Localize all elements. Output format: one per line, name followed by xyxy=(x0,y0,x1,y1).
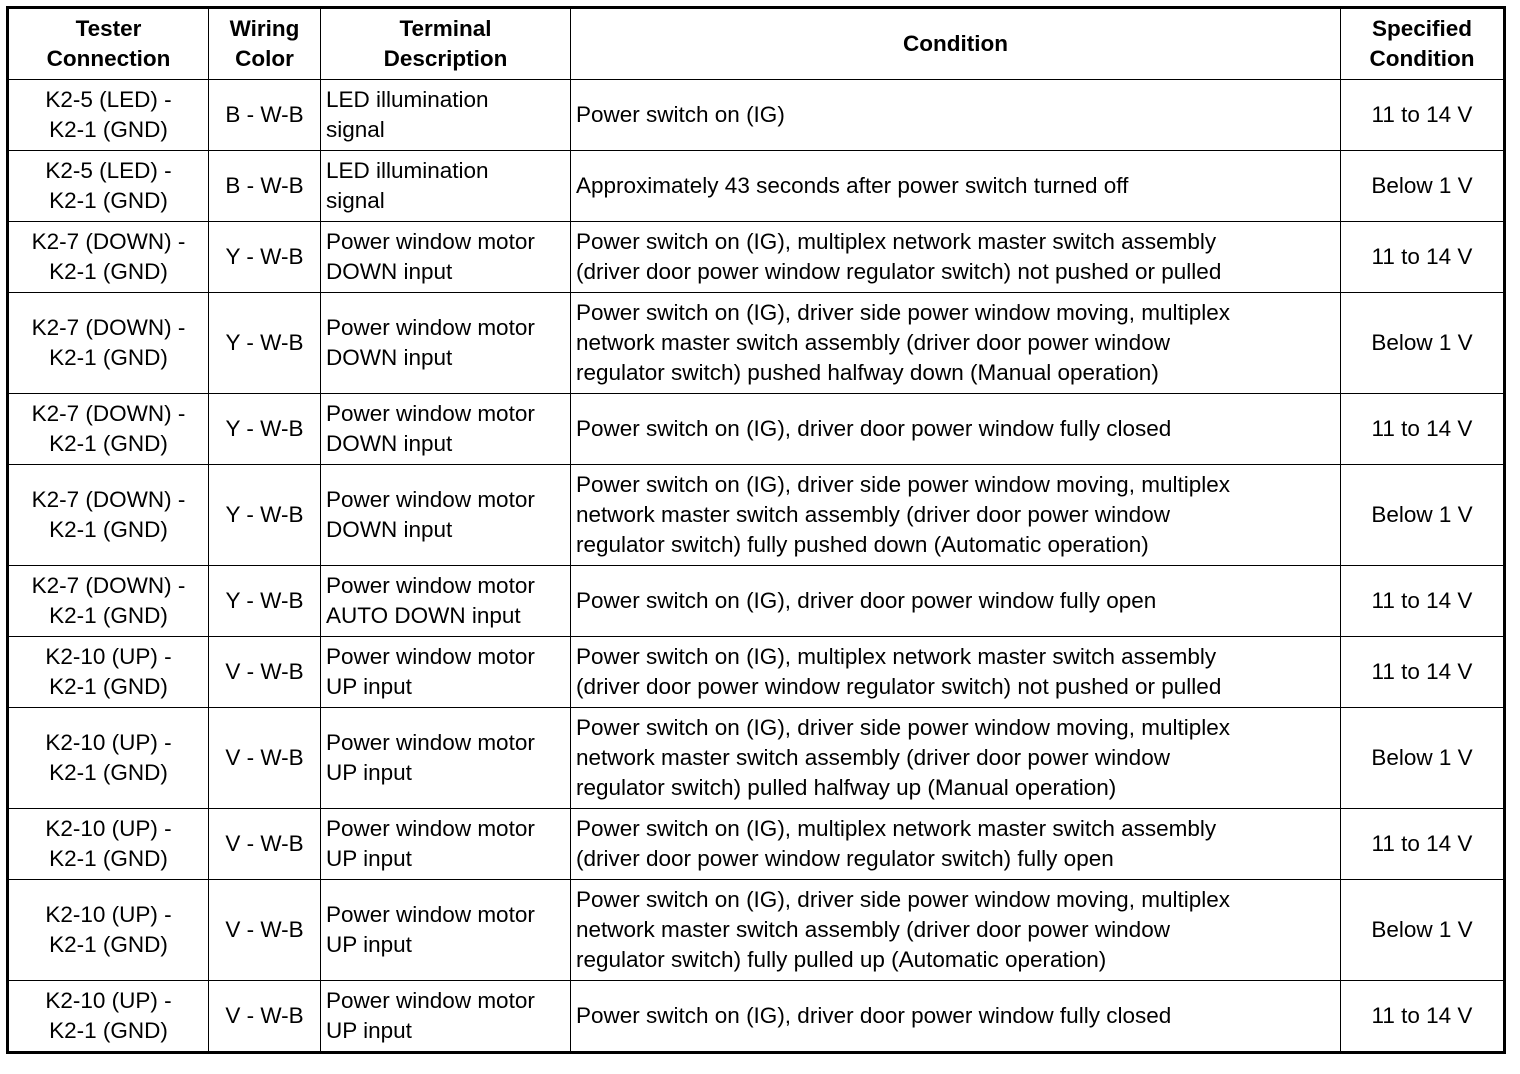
terminal-description-cell-line: UP input xyxy=(326,846,412,871)
wiring-color-cell: Y - W-B xyxy=(209,293,321,394)
tester-connection-cell-line: K2-1 (GND) xyxy=(49,603,168,628)
wiring-color-cell: V - W-B xyxy=(209,981,321,1053)
wiring-color-cell: V - W-B xyxy=(209,809,321,880)
terminal-description-cell-line: Power window motor xyxy=(326,988,535,1013)
condition-cell-line: regulator switch) pushed halfway down (Manual operation) xyxy=(576,360,1159,385)
specified-condition-cell: Below 1 V xyxy=(1341,880,1505,981)
condition-cell-line: (driver door power window regulator switch) not pushed or pulled xyxy=(576,259,1222,284)
header-condition: Condition xyxy=(571,8,1341,80)
specified-condition-cell: 11 to 14 V xyxy=(1341,394,1505,465)
tester-connection-cell-line: K2-1 (GND) xyxy=(49,760,168,785)
terminal-description-cell xyxy=(321,293,571,394)
condition-cell-line: Power switch on (IG), multiplex network master switch assembly xyxy=(576,229,1217,254)
tester-connection-cell-line: K2-10 (UP) - xyxy=(45,902,172,927)
condition-cell xyxy=(571,566,1341,637)
condition-cell-line: network master switch assembly (driver door power window xyxy=(576,917,1170,942)
tester-connection-cell-line: K2-1 (GND) xyxy=(49,1018,168,1043)
condition-cell-line: Power switch on (IG), driver side power window moving, multiplex xyxy=(576,472,1230,497)
condition-cell xyxy=(571,293,1341,394)
terminal-description-cell-line: UP input xyxy=(326,1018,412,1043)
table-row xyxy=(8,708,1505,809)
specified-condition-cell: Below 1 V xyxy=(1341,293,1505,394)
condition-cell xyxy=(571,222,1341,293)
tester-connection-cell-line: K2-10 (UP) - xyxy=(45,816,172,841)
wiring-color-cell: B - W-B xyxy=(209,80,321,151)
tester-connection-cell-line: K2-1 (GND) xyxy=(49,259,168,284)
tester-connection-cell-line: K2-7 (DOWN) - xyxy=(31,315,186,340)
terminal-description-cell-line: signal xyxy=(326,188,385,213)
tester-connection-cell xyxy=(8,809,209,880)
specified-condition-cell: 11 to 14 V xyxy=(1341,80,1505,151)
condition-cell xyxy=(571,981,1341,1053)
terminal-description-cell xyxy=(321,394,571,465)
terminal-description-cell-line: Power window motor xyxy=(326,816,535,841)
tester-connection-cell xyxy=(8,222,209,293)
condition-cell xyxy=(571,394,1341,465)
wiring-color-cell: V - W-B xyxy=(209,637,321,708)
table-body xyxy=(8,80,1505,1053)
terminal-description-cell xyxy=(321,465,571,566)
terminal-description-cell-line: Power window motor xyxy=(326,401,535,426)
terminal-description-cell-line: DOWN input xyxy=(326,517,453,542)
wiring-color-cell: Y - W-B xyxy=(209,222,321,293)
condition-cell xyxy=(571,708,1341,809)
condition-cell xyxy=(571,151,1341,222)
terminal-description-cell-line: UP input xyxy=(326,932,412,957)
condition-cell-line: (driver door power window regulator switch) not pushed or pulled xyxy=(576,674,1222,699)
terminal-description-cell-line: DOWN input xyxy=(326,259,453,284)
wiring-color-cell: V - W-B xyxy=(209,880,321,981)
tester-connection-cell xyxy=(8,80,209,151)
terminal-description-cell xyxy=(321,637,571,708)
header-terminal-description: Terminal Description xyxy=(321,8,571,80)
tester-connection-cell xyxy=(8,465,209,566)
condition-cell-line: regulator switch) fully pulled up (Automatic operation) xyxy=(576,947,1107,972)
table-header-row xyxy=(8,8,1505,80)
tester-connection-cell xyxy=(8,293,209,394)
terminal-description-cell xyxy=(321,880,571,981)
table-row xyxy=(8,465,1505,566)
tester-connection-cell-line: K2-10 (UP) - xyxy=(45,644,172,669)
condition-cell-line: regulator switch) pulled halfway up (Manual operation) xyxy=(576,775,1117,800)
condition-cell-line: Power switch on (IG), multiplex network master switch assembly xyxy=(576,644,1217,669)
header-specified-condition: Specified Condition xyxy=(1341,8,1505,80)
tester-connection-cell-line: K2-1 (GND) xyxy=(49,431,168,456)
condition-cell-line: Power switch on (IG), driver door power window fully closed xyxy=(576,416,1172,441)
tester-connection-cell xyxy=(8,151,209,222)
terminal-description-cell-line: UP input xyxy=(326,674,412,699)
specified-condition-cell: 11 to 14 V xyxy=(1341,809,1505,880)
terminal-description-cell xyxy=(321,151,571,222)
tester-connection-cell xyxy=(8,637,209,708)
specified-condition-cell: 11 to 14 V xyxy=(1341,637,1505,708)
condition-cell-line: (driver door power window regulator switch) fully open xyxy=(576,846,1114,871)
tester-connection-cell xyxy=(8,394,209,465)
terminal-description-cell xyxy=(321,222,571,293)
tester-connection-cell xyxy=(8,981,209,1053)
condition-cell-line: Power switch on (IG), driver door power window fully open xyxy=(576,588,1157,613)
header-tester-connection: Tester Connection xyxy=(8,8,209,80)
terminal-description-cell-line: DOWN input xyxy=(326,345,453,370)
condition-cell xyxy=(571,637,1341,708)
table-row xyxy=(8,981,1505,1053)
specified-condition-cell: 11 to 14 V xyxy=(1341,566,1505,637)
terminal-description-cell xyxy=(321,981,571,1053)
wiring-color-cell: Y - W-B xyxy=(209,566,321,637)
terminal-description-cell xyxy=(321,566,571,637)
condition-cell-line: network master switch assembly (driver door power window xyxy=(576,502,1170,527)
tester-connection-cell-line: K2-5 (LED) - xyxy=(45,87,172,112)
tester-connection-cell-line: K2-10 (UP) - xyxy=(45,730,172,755)
terminal-description-cell-line: signal xyxy=(326,117,385,142)
tester-connection-cell-line: K2-1 (GND) xyxy=(49,932,168,957)
condition-cell-line: Power switch on (IG), driver side power window moving, multiplex xyxy=(576,887,1230,912)
tester-connection-cell-line: K2-7 (DOWN) - xyxy=(31,573,186,598)
tester-connection-cell-line: K2-1 (GND) xyxy=(49,846,168,871)
table-row xyxy=(8,394,1505,465)
wiring-color-cell: V - W-B xyxy=(209,708,321,809)
terminal-description-cell xyxy=(321,708,571,809)
table-row xyxy=(8,566,1505,637)
tester-connection-cell xyxy=(8,566,209,637)
terminal-description-cell xyxy=(321,80,571,151)
tester-connection-cell xyxy=(8,708,209,809)
condition-cell-line: network master switch assembly (driver door power window xyxy=(576,745,1170,770)
condition-cell xyxy=(571,465,1341,566)
condition-cell xyxy=(571,880,1341,981)
specified-condition-cell: Below 1 V xyxy=(1341,151,1505,222)
header-wiring-color: Wiring Color xyxy=(209,8,321,80)
terminal-description-cell-line: AUTO DOWN input xyxy=(326,603,521,628)
terminal-description-cell-line: Power window motor xyxy=(326,229,535,254)
terminal-description-cell-line: LED illumination xyxy=(326,87,489,112)
tester-connection-cell-line: K2-1 (GND) xyxy=(49,117,168,142)
wiring-color-cell: Y - W-B xyxy=(209,465,321,566)
condition-cell-line: Power switch on (IG), driver side power window moving, multiplex xyxy=(576,715,1230,740)
terminal-inspection-table xyxy=(6,6,1506,1054)
table-row xyxy=(8,809,1505,880)
tester-connection-cell-line: K2-1 (GND) xyxy=(49,674,168,699)
specified-condition-cell: 11 to 14 V xyxy=(1341,222,1505,293)
terminal-description-cell-line: Power window motor xyxy=(326,730,535,755)
terminal-description-cell-line: Power window motor xyxy=(326,573,535,598)
condition-cell-line: Power switch on (IG), multiplex network master switch assembly xyxy=(576,816,1217,841)
condition-cell xyxy=(571,80,1341,151)
table-row xyxy=(8,151,1505,222)
terminal-description-cell-line: Power window motor xyxy=(326,487,535,512)
specified-condition-cell: Below 1 V xyxy=(1341,465,1505,566)
wiring-color-cell: B - W-B xyxy=(209,151,321,222)
tester-connection-cell-line: K2-7 (DOWN) - xyxy=(31,487,186,512)
tester-connection-cell-line: K2-7 (DOWN) - xyxy=(31,401,186,426)
terminal-description-cell-line: Power window motor xyxy=(326,644,535,669)
terminal-description-cell-line: LED illumination xyxy=(326,158,489,183)
tester-connection-cell-line: K2-1 (GND) xyxy=(49,345,168,370)
terminal-description-cell-line: Power window motor xyxy=(326,902,535,927)
condition-cell-line: network master switch assembly (driver door power window xyxy=(576,330,1170,355)
specified-condition-cell: 11 to 14 V xyxy=(1341,981,1505,1053)
table-row xyxy=(8,222,1505,293)
table-row xyxy=(8,880,1505,981)
terminal-description-cell-line: UP input xyxy=(326,760,412,785)
condition-cell-line: Power switch on (IG) xyxy=(576,102,785,127)
tester-connection-cell-line: K2-1 (GND) xyxy=(49,517,168,542)
condition-cell-line: Approximately 43 seconds after power switch turned off xyxy=(576,173,1129,198)
wiring-color-cell: Y - W-B xyxy=(209,394,321,465)
table-row xyxy=(8,80,1505,151)
condition-cell-line: regulator switch) fully pushed down (Automatic operation) xyxy=(576,532,1149,557)
document-page xyxy=(6,6,1506,1054)
terminal-description-cell xyxy=(321,809,571,880)
condition-cell-line: Power switch on (IG), driver door power window fully closed xyxy=(576,1003,1172,1028)
tester-connection-cell-line: K2-1 (GND) xyxy=(49,188,168,213)
condition-cell-line: Power switch on (IG), driver side power window moving, multiplex xyxy=(576,300,1230,325)
table-row xyxy=(8,637,1505,708)
specified-condition-cell: Below 1 V xyxy=(1341,708,1505,809)
tester-connection-cell-line: K2-10 (UP) - xyxy=(45,988,172,1013)
tester-connection-cell xyxy=(8,880,209,981)
table-row xyxy=(8,293,1505,394)
terminal-description-cell-line: DOWN input xyxy=(326,431,453,456)
condition-cell xyxy=(571,809,1341,880)
terminal-description-cell-line: Power window motor xyxy=(326,315,535,340)
tester-connection-cell-line: K2-5 (LED) - xyxy=(45,158,172,183)
tester-connection-cell-line: K2-7 (DOWN) - xyxy=(31,229,186,254)
